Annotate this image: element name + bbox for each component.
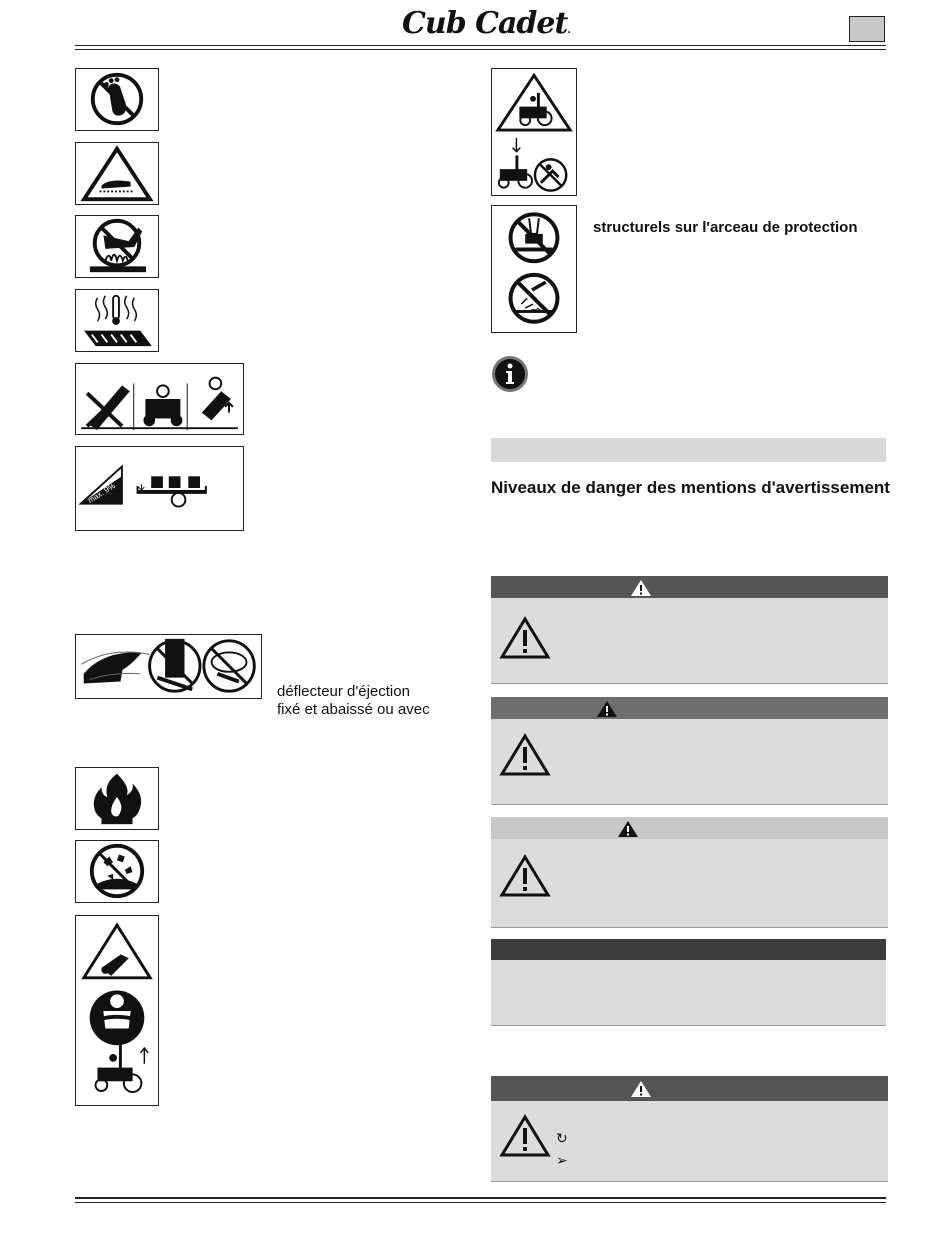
cause-bullet-icon: ↻ xyxy=(556,1131,568,1147)
brand-name: Cub Cadet xyxy=(402,6,568,41)
header-rule-2 xyxy=(75,49,886,50)
footer-rule-2 xyxy=(75,1202,886,1203)
discharge-deflector-icon xyxy=(75,634,262,699)
caution-box xyxy=(491,817,888,928)
footer-rule xyxy=(75,1197,886,1199)
danger-example-box xyxy=(491,1076,888,1182)
header-rule xyxy=(75,45,886,46)
no-debris-icon xyxy=(75,840,159,903)
deflector-text-line2: fixé et abaissé ou avec xyxy=(277,701,430,718)
brand-logo xyxy=(402,6,570,41)
hot-temperature-icon xyxy=(75,289,159,352)
danger-example-header xyxy=(491,1076,888,1101)
section-header-bar xyxy=(491,438,886,462)
warning-triangle-small-icon xyxy=(617,820,639,838)
warning-triangle-small-icon xyxy=(596,700,618,718)
hot-surface-warning-icon xyxy=(75,142,159,205)
language-tab xyxy=(849,16,885,42)
warning-triangle-icon xyxy=(499,616,551,660)
slope-driving-icon xyxy=(75,363,244,435)
rops-text: structurels sur l'arceau de protection xyxy=(593,219,858,236)
warning-box xyxy=(491,697,888,805)
flammable-icon xyxy=(75,767,159,830)
brand-mark: . xyxy=(567,25,570,36)
warning-triangle-icon xyxy=(499,1114,551,1158)
danger-box xyxy=(491,576,888,684)
action-bullet-icon: ➢ xyxy=(556,1153,568,1169)
slope-label: max. 9% xyxy=(86,481,117,505)
danger-header xyxy=(491,576,888,598)
no-drilling-welding-icon xyxy=(491,205,577,333)
section-title: Niveaux de danger des mentions d'avertissement xyxy=(491,478,890,497)
warning-triangle-icon xyxy=(499,733,551,777)
warning-header xyxy=(491,697,888,719)
no-hands-near-fire-icon xyxy=(75,215,159,278)
info-icon xyxy=(491,355,529,393)
rollover-seatbelt-icon xyxy=(75,915,159,1106)
notice-box xyxy=(491,939,886,1026)
no-bare-feet-icon xyxy=(75,68,159,131)
warning-triangle-icon xyxy=(499,854,551,898)
warning-triangle-small-icon xyxy=(630,1080,652,1098)
caution-header xyxy=(491,817,888,839)
warning-triangle-small-icon xyxy=(630,579,652,597)
slope-max-load-icon xyxy=(75,446,244,531)
deflector-text-line1: déflecteur d'éjection xyxy=(277,683,410,700)
notice-header xyxy=(491,939,886,960)
rollover-protection-icon xyxy=(491,68,577,196)
